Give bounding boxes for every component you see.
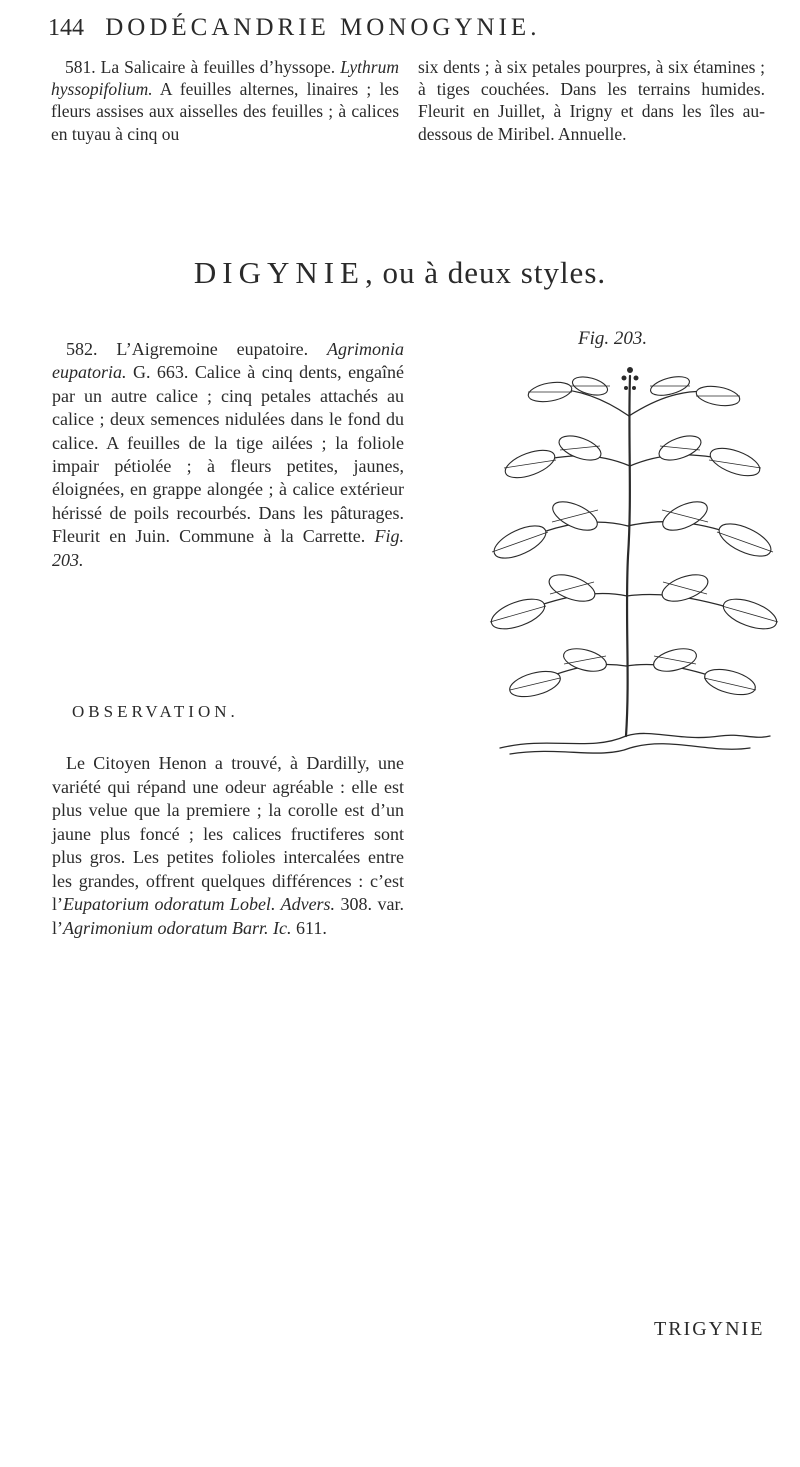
section-heading — [0, 255, 800, 291]
entry-582-paragraph — [52, 338, 404, 572]
observation-body-3: 611. — [291, 917, 327, 938]
catchword: TRIGYNIE — [654, 1318, 765, 1340]
entry-581-intro: 581. La Salicaire à feuilles d’hyssope. — [65, 57, 336, 77]
page-number: 144 — [48, 15, 84, 41]
entry-582-description: Calice à cinq dents, engaîné par un autre calice ; cinq petales attachés au calice ; deux semences nidulées dans le fond du calice. A feuilles de la tige ailées ; la foliole impair pétiolée ; à fleurs petites, jaunes, éloignées, en grappe alongée ; à calice extérieur hérissé de poils recourbés. Dans les pâturages. Fleurit en Juin. Commune à la Carrette. — [52, 362, 405, 547]
entry-582-intro: 582. L’Aigremoine eupatoire. — [66, 339, 309, 359]
entry-581-left-column — [51, 56, 399, 145]
entry-582-reference: G. 663. — [132, 362, 189, 383]
agrimony-engraving-image — [480, 356, 780, 764]
running-head — [48, 14, 778, 42]
entry-581-latin-name: Lythrum hyssopifolium. — [51, 57, 399, 100]
entry-581-continuation: six dents ; à six petales pourpres, à six étamines ; à tiges couchées. Dans les terrains humides. Fleurit en Juillet, à Irigny et dans les îles au-dessous de Miribel. Annuelle. — [418, 57, 765, 144]
observation-body-2: 308. var. l’ — [52, 894, 404, 938]
botanical-illustration — [480, 356, 780, 764]
entry-582-figure-reference: Fig. 203. — [52, 526, 405, 570]
entry-581-right-column — [418, 56, 765, 145]
observation-body-1: Le Citoyen Henon a trouvé, à Dardilly, une variété qui répand une odeur agréable : elle est plus velue que la premiere ; la corolle est d’un jaune plus foncé ; les calices fructiferes sont plus gros. Les petites folioles intercalées entre les grandes, offrent quelques différences : c’est l’ — [52, 753, 404, 914]
figure-caption: Fig. 203. — [578, 328, 648, 349]
observation-italic-1: Eupatorium odoratum Lobel. Advers. — [63, 894, 336, 914]
observation-title: OBSERVATION. — [72, 702, 239, 721]
entry-582-latin-name: Agrimonia eupatoria. — [52, 339, 404, 383]
running-title: DODÉCANDRIE MONOGYNIE. — [105, 14, 541, 41]
observation-column — [52, 752, 404, 940]
entry-581-paragraph — [51, 56, 399, 145]
observation-paragraph — [52, 752, 404, 940]
entry-581-description: A feuilles alternes, linaires ; les fleurs assises aux aisselles des feuilles ; à calices en tuyau à cinq ou — [51, 79, 399, 144]
entry-582-column — [52, 338, 404, 572]
section-heading-sub: , ou à deux styles. — [365, 255, 607, 290]
observation-italic-2: Agrimonium odoratum Barr. Ic. — [63, 917, 292, 938]
section-heading-main: DIGYNIE — [193, 255, 365, 290]
